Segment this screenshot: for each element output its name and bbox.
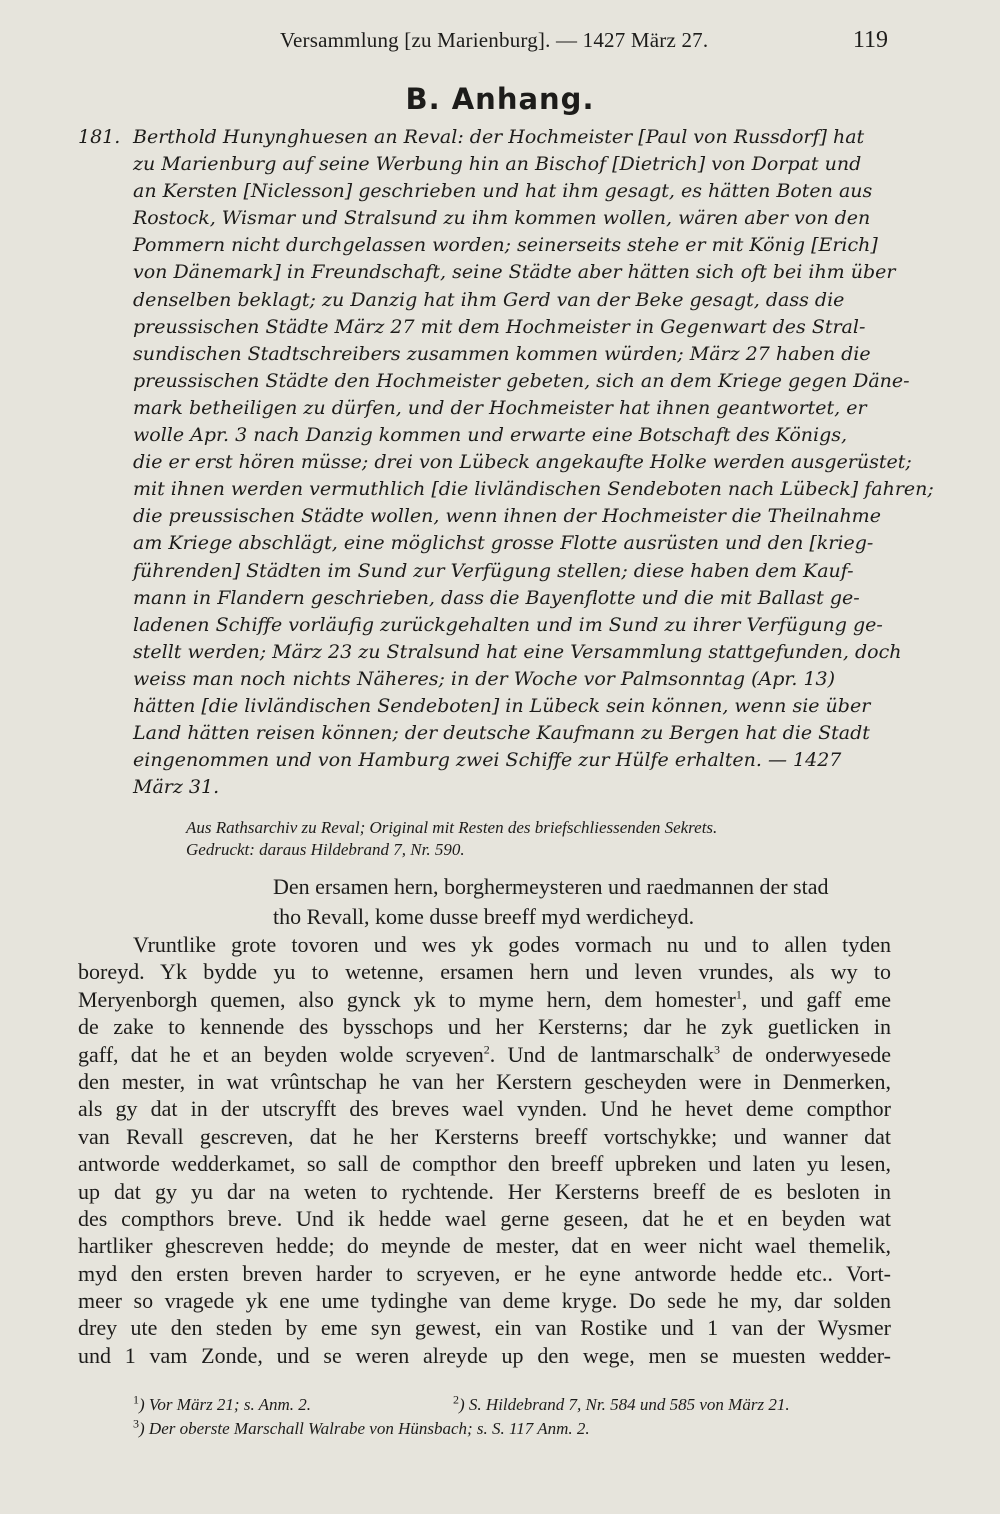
letter-line [78, 1041, 891, 1068]
regest-line-text: die preussischen Städte wollen, wenn ihnen der Hochmeister die Theilnahme [133, 505, 881, 528]
letter-line-text: myd den ersten breven harder to scryeven, er he eyne antworde hedde etc.. Vort- [78, 1260, 891, 1286]
regest-line-text: ladenen Schiffe vorläufig zurückgehalten und im Sund zu ihrer Verfügung ge- [133, 613, 883, 636]
source-note-line: Gedruckt: daraus Hildebrand 7, Nr. 590. [186, 840, 465, 859]
regest-line-text: Rostock, Wismar und Stralsund zu ihm kommen wollen, wären aber von den [133, 207, 871, 230]
letter-line-text: . Und de lantmarschalk [489, 1041, 714, 1067]
footnote-mark: 3 [133, 1416, 139, 1431]
regest-number: 181. [78, 126, 121, 148]
regest-line [78, 612, 891, 639]
letter-line-text: des compthors breve. Und ik hedde wael gerne geseen, dat he et en beyden wat [78, 1205, 891, 1231]
regest-line [78, 720, 891, 747]
regest-line-text: stellt werden; März 23 zu Stralsund hat eine Versammlung stattgefunden, doch [133, 640, 902, 663]
letter-line-text: boreyd. Yk bydde yu to wetenne, ersamen hern und leven vrundes, als wy to [78, 959, 891, 985]
regest-line-text: Berthold Hunynghuesen an Reval: der Hochmeister [Paul von Russdorf] hat [133, 126, 865, 148]
footnote-mark: 2 [453, 1392, 459, 1407]
letter-line [78, 1287, 891, 1314]
regest-line [78, 747, 891, 774]
letter-line-text: de onderwyesede [719, 1041, 891, 1067]
letter-line [78, 1123, 891, 1150]
regest-line [78, 666, 891, 693]
regest-line [78, 151, 891, 178]
regest-line [78, 341, 891, 368]
footnote-text: Vor März 21; s. Anm. 2. [148, 1395, 312, 1414]
regest-line [78, 124, 891, 151]
letter-line-text: meer so vragede yk ene ume tydinghe van deme kryge. Do sede he my, dar solden [78, 1288, 891, 1314]
letter-line-text: gaff, dat he et an beyden wolde scryeven [78, 1041, 484, 1067]
letter-line [78, 1068, 891, 1095]
regest-line-text: führenden] Städten im Sund zur Verfügung stellen; diese haben dem Kauf- [133, 559, 854, 582]
letter-line-text: de zake to kennende des bysschops und her Kersterns; dar he zyk guetlicken in [78, 1014, 891, 1040]
regest-line-text: hätten [die livländischen Sendeboten] in Lübeck sein können, wenn sie über [133, 694, 871, 717]
regest-line-text: März 31. [133, 776, 220, 799]
regest-line-text: mann in Flandern geschrieben, dass die Bayenflotte und die mit Ballast ge- [133, 586, 860, 609]
regest-line-text: sundischen Stadtschreibers zusammen kommen würden; März 27 haben die [133, 342, 871, 365]
regest-line [78, 449, 912, 476]
letter-line [78, 1178, 891, 1205]
letter-line-text: antworde wedderkamet, so sall de compthor den breeff upbreken und laten yu lesen, [78, 1151, 891, 1177]
letter-line [78, 958, 891, 985]
letter-line [78, 1013, 891, 1040]
source-note-line: Aus Rathsarchiv zu Reval; Original mit Resten des briefschliessenden Sekrets. [186, 818, 718, 837]
letter-address [273, 872, 893, 932]
footnote-row [78, 1417, 891, 1441]
regest-line [78, 232, 891, 259]
regest-line [78, 503, 891, 530]
footnote-ref: 1 [735, 987, 742, 1002]
source-note [186, 817, 886, 861]
footnote [453, 1393, 790, 1417]
footnote-paren: ) [139, 1419, 149, 1438]
footnote-mark: 1 [133, 1392, 139, 1407]
regest-line-text: mark betheiligen zu dürfen, und der Hochmeister hat ihnen geantwortet, er [133, 396, 867, 419]
regest-line [78, 287, 891, 314]
regest-line-text: von Dänemark] in Freundschaft, seine Städte aber hätten sich oft bei ihm über [133, 261, 896, 284]
regest-line-text: am Kriege abschlägt, eine möglichst grosse Flotte ausrüsten und den [krieg- [133, 532, 874, 555]
regest-line-text: an Kersten [Niclesson] geschrieben und hat ihm gesagt, es hätten Boten aus [133, 180, 873, 203]
regest-line [78, 422, 891, 449]
letter-line [78, 1314, 891, 1341]
letter-line-text: den mester, in wat vrûntschap he van her Kerstern gescheyden were in Denmerken, [78, 1068, 891, 1094]
regest-line-text: Land hätten reisen können; der deutsche Kaufmann zu Bergen hat die Stadt [133, 722, 870, 745]
letter-line-text: als gy dat in der utscryfft des breves wael vynden. Und he hevet deme compthor [78, 1096, 891, 1122]
footnote [133, 1417, 590, 1441]
footnote-paren: ) [139, 1395, 149, 1414]
footnote-row [78, 1393, 891, 1417]
address-line: Den ersamen hern, borghermeysteren und raedmannen der stad [273, 874, 829, 899]
regest-line [78, 314, 891, 341]
regest-line-text: weiss man noch nichts Näheres; in der Woche vor Palmsonntag (Apr. 13) [133, 667, 836, 690]
regest-line-text: denselben beklagt; zu Danzig hat ihm Gerd van der Beke gesagt, dass die [133, 288, 845, 311]
regest-line [78, 476, 934, 503]
regest-line-text: Pommern nicht durchgelassen worden; seinerseits stehe er mit König [Erich] [133, 234, 878, 257]
letter-line [78, 1260, 891, 1287]
letter-line [78, 986, 891, 1013]
letter-line-text: und 1 vam Zonde, und se weren alreyde up den wege, men se muesten wedder- [78, 1342, 891, 1368]
regest-line-text: die er erst hören müsse; drei von Lübeck angekaufte Holke werden ausgerüstet; [133, 451, 912, 474]
letter-line [78, 1095, 891, 1122]
footnote-ref: 3 [713, 1042, 720, 1057]
letter-line-text: Vruntlike grote tovoren und wes yk godes vormach nu und to allen tyden [133, 932, 891, 957]
section-heading: B. Anhang. [405, 82, 595, 116]
regest-summary [78, 124, 934, 801]
letter-line-text: van Revall gescreven, dat he her Kersterns breeff vortschykke; und wanner dat [78, 1123, 891, 1149]
regest-line [78, 259, 896, 286]
footnote-text: Der oberste Marschall Walrabe von Hünsbach; s. S. 117 Anm. 2. [148, 1419, 590, 1438]
letter-line [78, 1150, 891, 1177]
letter-line-text: , und gaff eme [741, 986, 891, 1012]
regest-line [78, 774, 891, 801]
regest-line-text: zu Marienburg auf seine Werbung hin an Bischof [Dietrich] von Dorpat und [133, 153, 862, 176]
footnote-ref: 2 [483, 1042, 490, 1057]
letter-line-text: drey ute den steden by eme syn gewest, ein van Rostike und 1 van der Wysmer [78, 1315, 891, 1341]
footnote [133, 1393, 311, 1417]
address-line: tho Revall, kome dusse breeff myd werdicheyd. [273, 904, 695, 929]
regest-line-text: mit ihnen werden vermuthlich [die livländischen Sendeboten nach Lübeck] fahren; [133, 478, 934, 501]
letter-line [78, 1232, 891, 1259]
footnote-text: S. Hildebrand 7, Nr. 584 und 585 von März 21. [468, 1395, 790, 1414]
regest-line [78, 639, 902, 666]
regest-line [78, 395, 891, 422]
regest-line [78, 205, 891, 232]
letter-text [78, 931, 891, 1369]
regest-line-text: preussischen Städte März 27 mit dem Hochmeister in Gegenwart des Stral- [133, 315, 866, 338]
footnotes [78, 1393, 891, 1441]
regest-line-text: preussischen Städte den Hochmeister gebeten, sich an dem Kriege gegen Däne- [133, 369, 910, 392]
letter-line-text: hartliker ghescreven hedde; do meynde de mester, dat en weer nicht wael themelik, [78, 1233, 891, 1259]
letter-line-text: up dat gy yu dar na weten to rychtende. Her Kersterns breeff de es besloten in [78, 1178, 891, 1204]
regest-line [78, 558, 891, 585]
regest-line [78, 368, 910, 395]
regest-line [78, 693, 891, 720]
letter-line [78, 1205, 891, 1232]
running-head: Versammlung [zu Marienburg]. — 1427 März 27. [280, 28, 709, 52]
regest-line-text: eingenommen und von Hamburg zwei Schiffe zur Hülfe erhalten. — 1427 [133, 749, 842, 772]
footnote-paren: ) [459, 1395, 469, 1414]
letter-line [78, 1342, 891, 1369]
regest-line [78, 530, 891, 557]
regest-line [78, 585, 891, 612]
letter-line [78, 931, 891, 958]
regest-line-text: wolle Apr. 3 nach Danzig kommen und erwarte eine Botschaft des Königs, [133, 424, 848, 447]
page-number: 119 [852, 27, 888, 53]
regest-line [78, 178, 891, 205]
letter-line-text: Meryenborgh quemen, also gynck yk to myme hern, dem homester [78, 986, 736, 1012]
